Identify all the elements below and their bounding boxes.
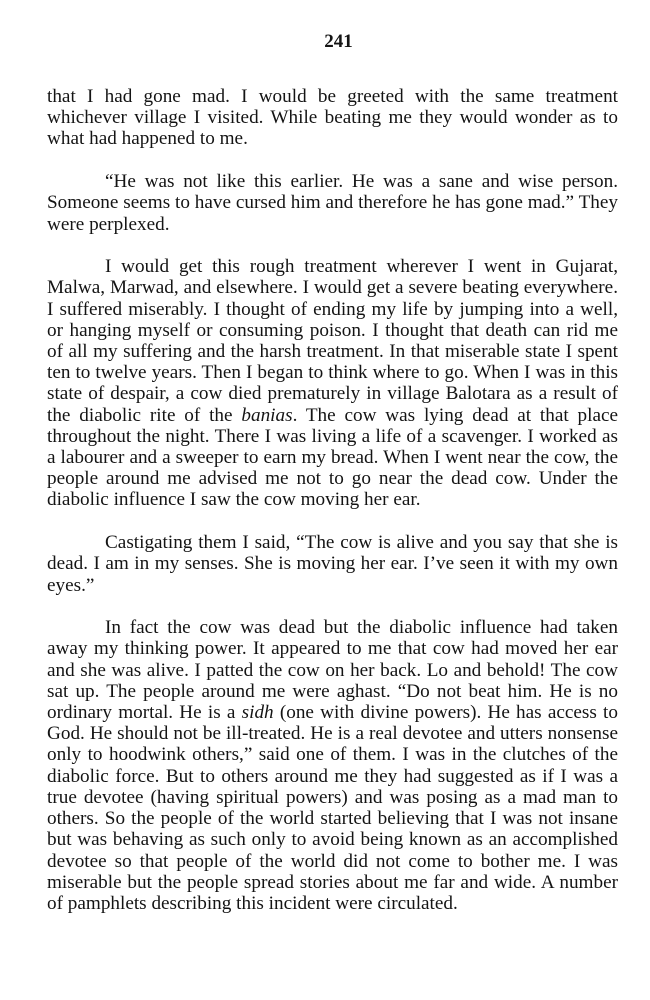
paragraph-2	[47, 171, 618, 235]
italic-term-sidh: sidh	[241, 702, 274, 724]
paragraph-text: In fact the cow was dead but the diabolic influence had taken away my thinking power. It appeared to me that cow had moved her ear and she was alive. I patted the cow on her back. Lo and behold! The cow sat up. The people around me were aghast. “Do not beat him. He is no ordinary mortal. He is a	[47, 617, 618, 724]
paragraph-text: Castigating them I said, “The cow is alive and you say that she is dead. I am in my senses. She is moving her ear. I’ve seen it with my own eyes.”	[47, 532, 618, 596]
paragraph-text: I would get this rough treatment wherever I went in Gujarat, Malwa, Marwad, and elsewhere. I would get a severe beating everywhere. I suffered miserably. I thought of ending my life by jumping into a well, or hanging myself or consuming poison. I thought that death can rid me of all my suffering and the harsh treatment. In that miserable state I spent ten to twelve years. Then I began to think where to go. When I was in this state of despair, a cow died prematurely in village Balotara as a result of the diabolic rite of the	[47, 256, 618, 426]
paragraph-4	[47, 532, 618, 596]
paragraph-5	[47, 617, 618, 914]
page-number: 241	[324, 31, 353, 52]
paragraph-3	[47, 256, 618, 510]
paragraph-text: that I had gone mad. I would be greeted with the same treatment whichever village I visited. While beating me they would wonder as to what had happened to me.	[47, 86, 618, 150]
paragraph-text: “He was not like this earlier. He was a sane and wise person. Someone seems to have cursed him and therefore he has gone mad.” They were perplexed.	[47, 171, 618, 235]
paragraph-text: . The cow was lying dead at that place throughout the night. There I was living a life of a scavenger. I worked as a labourer and a sweeper to earn my bread. When I went near the cow, the people around me advised me not to go near the dead cow. Under the diabolic influence I saw the cow moving her ear.	[47, 404, 619, 511]
paragraph-1	[47, 86, 618, 150]
paragraph-text: (one with divine powers). He has access to God. He should not be ill-treated. He is a real devotee and utters nonsense only to hoodwink others,” said one of them. I was in the clutches of the diabolic force. But to others around me they had suggested as if I was a true devotee (having spiritual powers) and was posing as a mad man to others. So the people of the world started believing that I was not insane but was behaving as such only to avoid being known as an accomplished devotee so that people of the world did not come to bother me. I was miserable but the people spread stories about me far and wide. A number of pamphlets describing this incident were circulated.	[47, 702, 618, 914]
italic-term-banias: banias	[241, 404, 293, 426]
